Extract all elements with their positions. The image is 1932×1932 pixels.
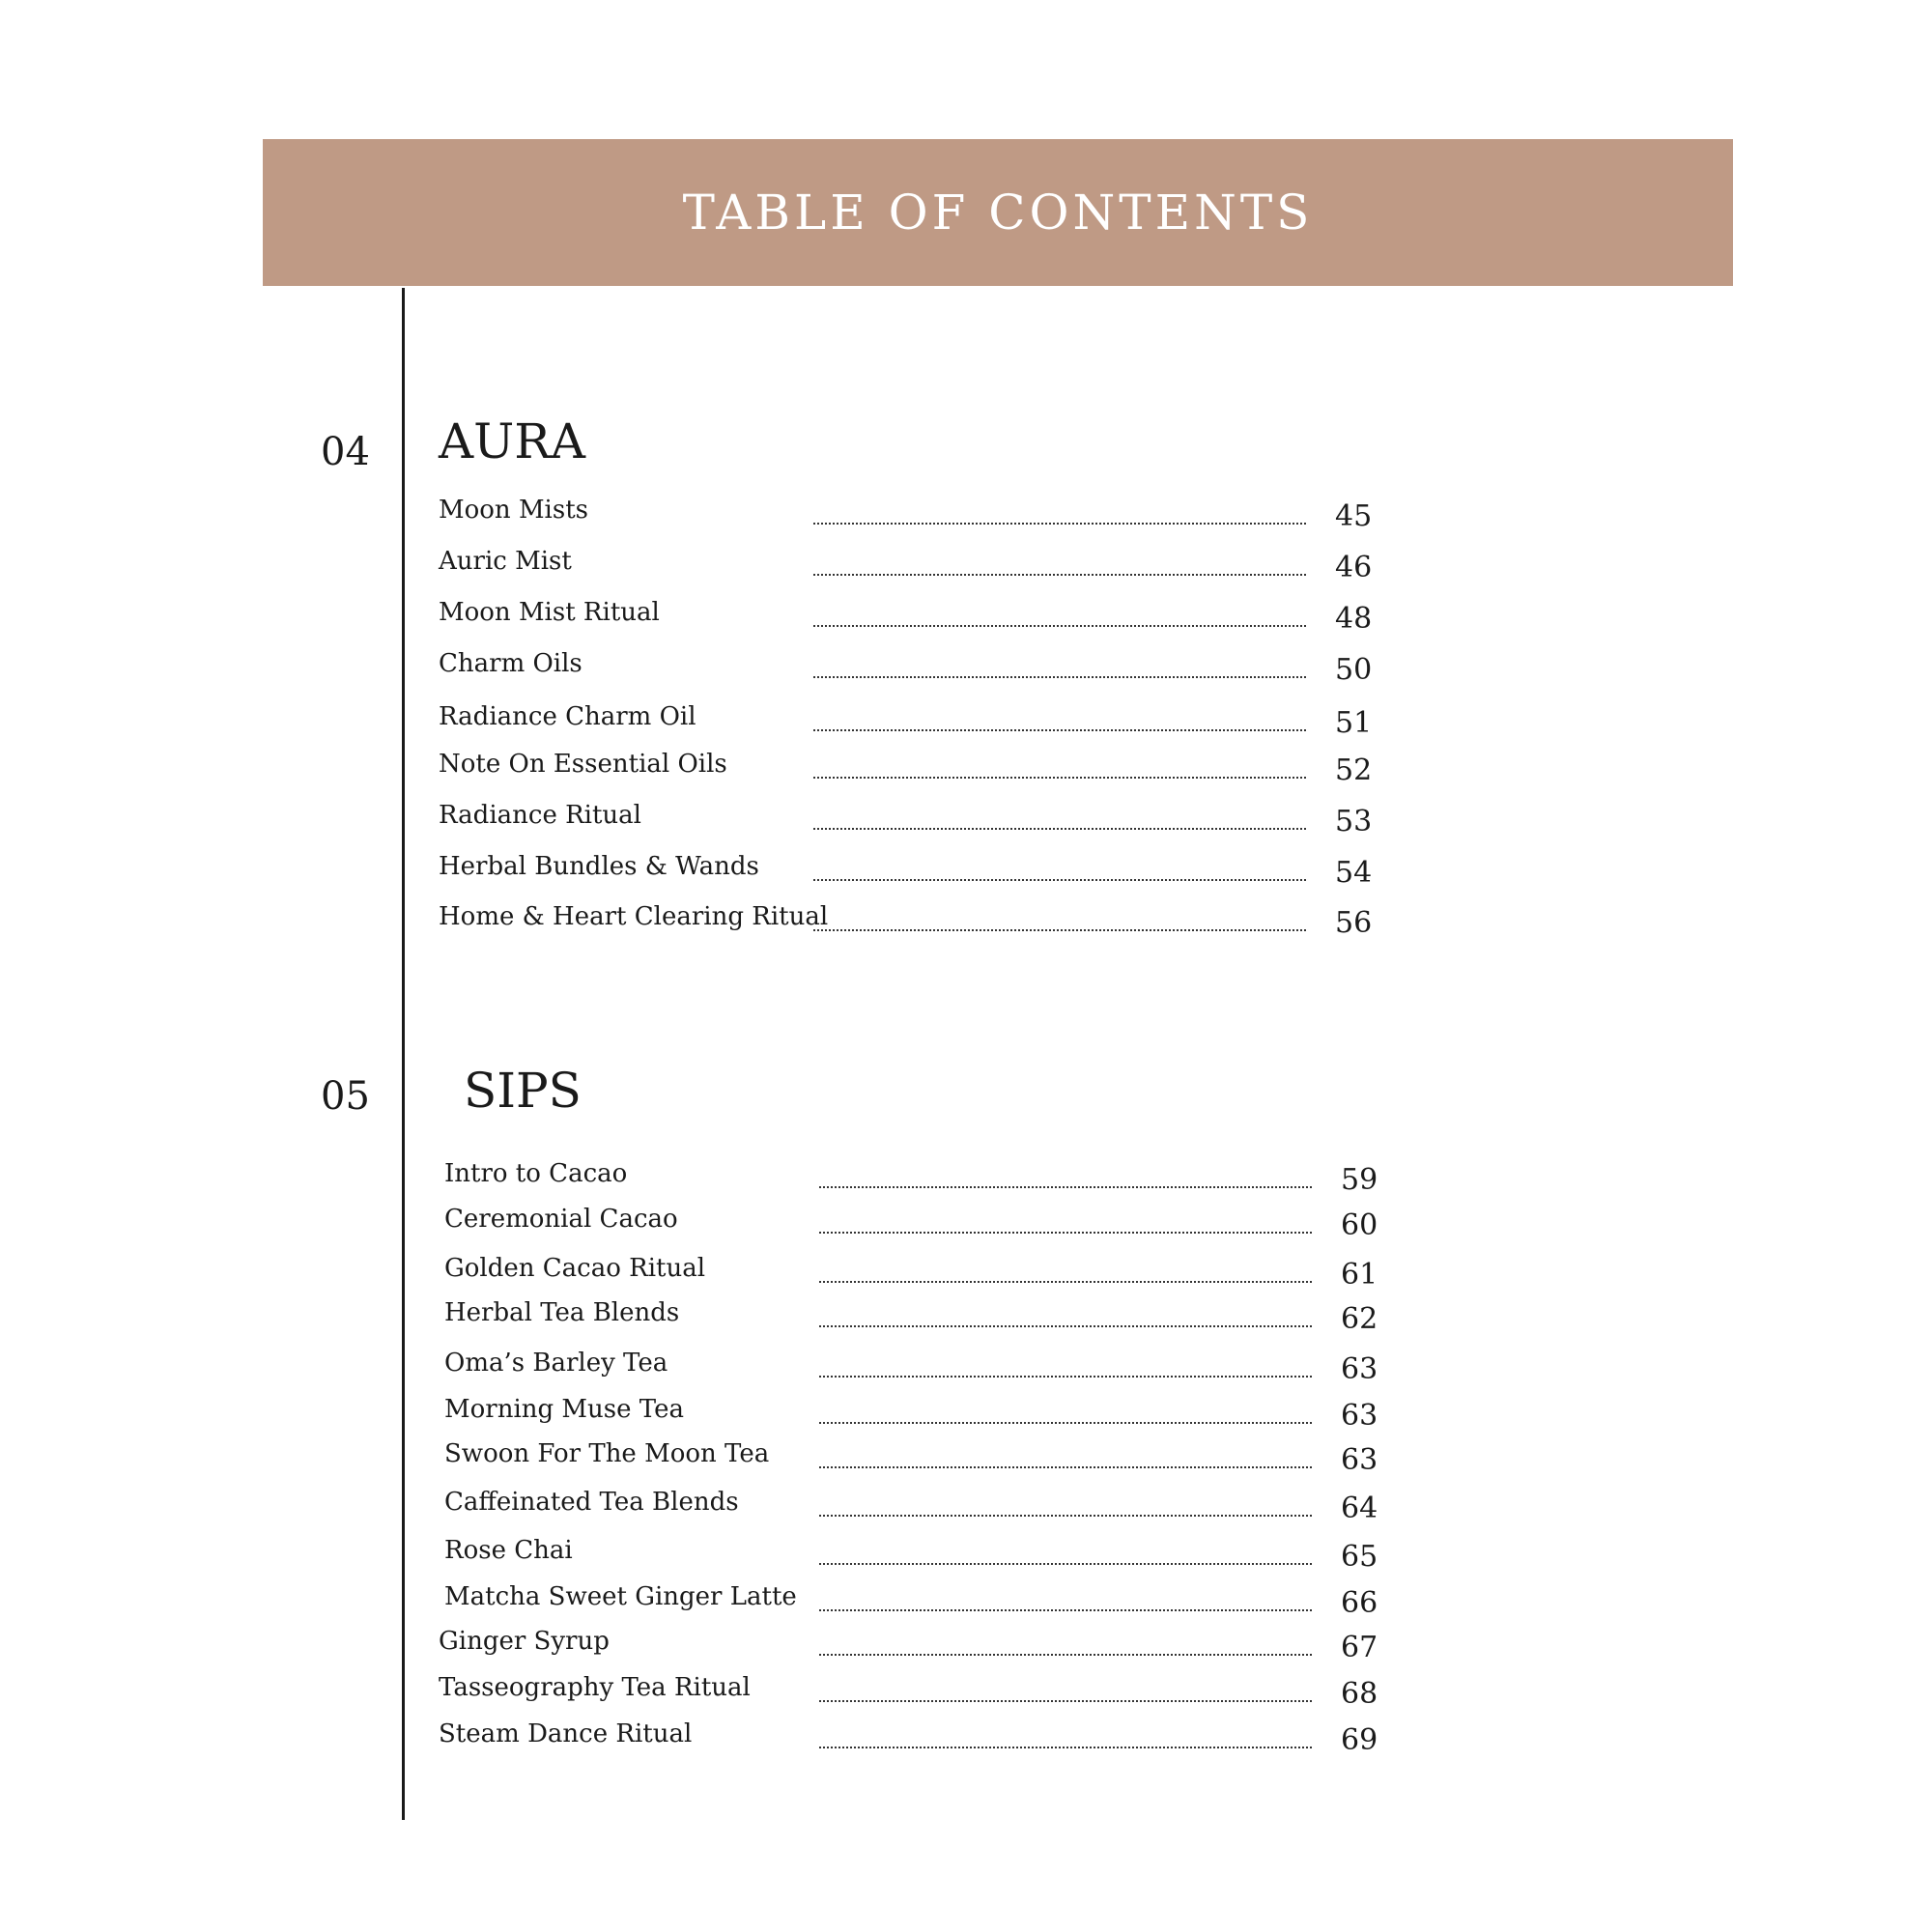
- toc-entry[interactable]: [444, 1159, 1410, 1198]
- toc-entry-label: Rose Chai: [444, 1536, 573, 1565]
- toc-entry[interactable]: [439, 750, 1405, 788]
- toc-entry-label: Radiance Ritual: [439, 801, 641, 830]
- toc-entry[interactable]: [439, 902, 1405, 941]
- toc-entry[interactable]: [444, 1349, 1410, 1387]
- dot-leader: [813, 828, 1306, 830]
- page-title: TABLE OF CONTENTS: [682, 185, 1314, 241]
- toc-entry-page: 59: [1341, 1163, 1378, 1197]
- toc-entry-page: 67: [1341, 1631, 1378, 1664]
- dot-leader: [819, 1281, 1312, 1283]
- toc-entry-label: Moon Mist Ritual: [439, 598, 660, 627]
- toc-entry-label: Radiance Charm Oil: [439, 702, 696, 731]
- toc-entry-page: 64: [1341, 1492, 1378, 1525]
- toc-entry-label: Auric Mist: [439, 547, 572, 576]
- dot-leader: [819, 1466, 1312, 1468]
- dot-leader: [813, 777, 1306, 779]
- toc-entry-page: 66: [1341, 1586, 1378, 1620]
- toc-entry[interactable]: [439, 702, 1405, 741]
- toc-entry-label: Intro to Cacao: [444, 1159, 628, 1188]
- toc-entry-page: 51: [1335, 706, 1373, 740]
- toc-entry[interactable]: [439, 598, 1405, 637]
- toc-entry[interactable]: [444, 1298, 1410, 1337]
- dot-leader: [813, 625, 1306, 627]
- toc-entry-page: 46: [1335, 551, 1373, 584]
- dot-leader: [819, 1232, 1312, 1234]
- toc-entry-page: 63: [1341, 1352, 1378, 1386]
- toc-entry-page: 61: [1341, 1258, 1378, 1292]
- toc-entry-label: Swoon For The Moon Tea: [444, 1439, 770, 1468]
- toc-entry[interactable]: [439, 547, 1405, 585]
- dot-leader: [819, 1186, 1312, 1188]
- toc-entry[interactable]: [439, 649, 1405, 688]
- toc-entry-label: Herbal Bundles & Wands: [439, 852, 759, 881]
- toc-entry-label: Golden Cacao Ritual: [444, 1254, 706, 1283]
- toc-entry-page: 56: [1335, 906, 1373, 940]
- dot-leader: [819, 1422, 1312, 1424]
- toc-entry-label: Moon Mists: [439, 496, 589, 525]
- dot-leader: [813, 574, 1306, 576]
- toc-entry-page: 62: [1341, 1302, 1378, 1336]
- toc-entry-page: 65: [1341, 1540, 1378, 1574]
- section-number: 05: [321, 1074, 370, 1119]
- toc-entry[interactable]: [444, 1395, 1410, 1434]
- toc-entry[interactable]: [439, 852, 1405, 891]
- toc-entry-page: 68: [1341, 1677, 1378, 1711]
- toc-entry-page: 53: [1335, 805, 1373, 838]
- dot-leader: [813, 879, 1306, 881]
- toc-entry-label: Oma’s Barley Tea: [444, 1349, 668, 1378]
- toc-entry-page: 45: [1335, 499, 1373, 533]
- toc-entry[interactable]: [439, 1673, 1405, 1712]
- section-title: AURA: [439, 413, 586, 469]
- toc-entry-page: 48: [1335, 602, 1373, 636]
- toc-entry[interactable]: [439, 1719, 1405, 1758]
- toc-entry-label: Ginger Syrup: [439, 1627, 610, 1656]
- dot-leader: [819, 1747, 1312, 1748]
- toc-entry-label: Steam Dance Ritual: [439, 1719, 693, 1748]
- dot-leader: [819, 1376, 1312, 1378]
- toc-entry-page: 50: [1335, 653, 1373, 687]
- dot-leader: [813, 729, 1306, 731]
- dot-leader: [819, 1609, 1312, 1611]
- toc-entry[interactable]: [444, 1254, 1410, 1293]
- toc-entry[interactable]: [439, 496, 1405, 534]
- section-divider-line: [402, 288, 405, 1820]
- toc-entry-label: Morning Muse Tea: [444, 1395, 684, 1424]
- toc-entry-page: 60: [1341, 1208, 1378, 1242]
- dot-leader: [819, 1515, 1312, 1517]
- toc-entry-label: Ceremonial Cacao: [444, 1205, 678, 1234]
- toc-entry[interactable]: [439, 1627, 1405, 1665]
- toc-entry[interactable]: [444, 1536, 1410, 1575]
- toc-entry-label: Matcha Sweet Ginger Latte: [444, 1582, 797, 1611]
- dot-leader: [813, 929, 1306, 931]
- toc-entry-page: 69: [1341, 1723, 1378, 1757]
- toc-entry[interactable]: [444, 1205, 1410, 1243]
- dot-leader: [819, 1563, 1312, 1565]
- toc-entry-label: Caffeinated Tea Blends: [444, 1488, 739, 1517]
- toc-entry-label: Home & Heart Clearing Ritual: [439, 902, 829, 931]
- dot-leader: [813, 523, 1306, 525]
- toc-entry-page: 52: [1335, 753, 1373, 787]
- toc-entry-label: Tasseography Tea Ritual: [439, 1673, 751, 1702]
- section-number: 04: [321, 430, 370, 474]
- header-banner: [263, 139, 1733, 286]
- toc-entry[interactable]: [444, 1582, 1410, 1621]
- toc-entry[interactable]: [444, 1488, 1410, 1526]
- dot-leader: [819, 1654, 1312, 1656]
- section-title: SIPS: [464, 1063, 582, 1119]
- dot-leader: [819, 1325, 1312, 1327]
- toc-entry[interactable]: [444, 1439, 1410, 1478]
- toc-entry-page: 54: [1335, 856, 1373, 890]
- toc-entry-page: 63: [1341, 1443, 1378, 1477]
- dot-leader: [819, 1700, 1312, 1702]
- toc-entry-page: 63: [1341, 1399, 1378, 1433]
- toc-entry-label: Herbal Tea Blends: [444, 1298, 680, 1327]
- toc-entry-label: Charm Oils: [439, 649, 582, 678]
- toc-entry-label: Note On Essential Oils: [439, 750, 727, 779]
- toc-entry[interactable]: [439, 801, 1405, 839]
- dot-leader: [813, 676, 1306, 678]
